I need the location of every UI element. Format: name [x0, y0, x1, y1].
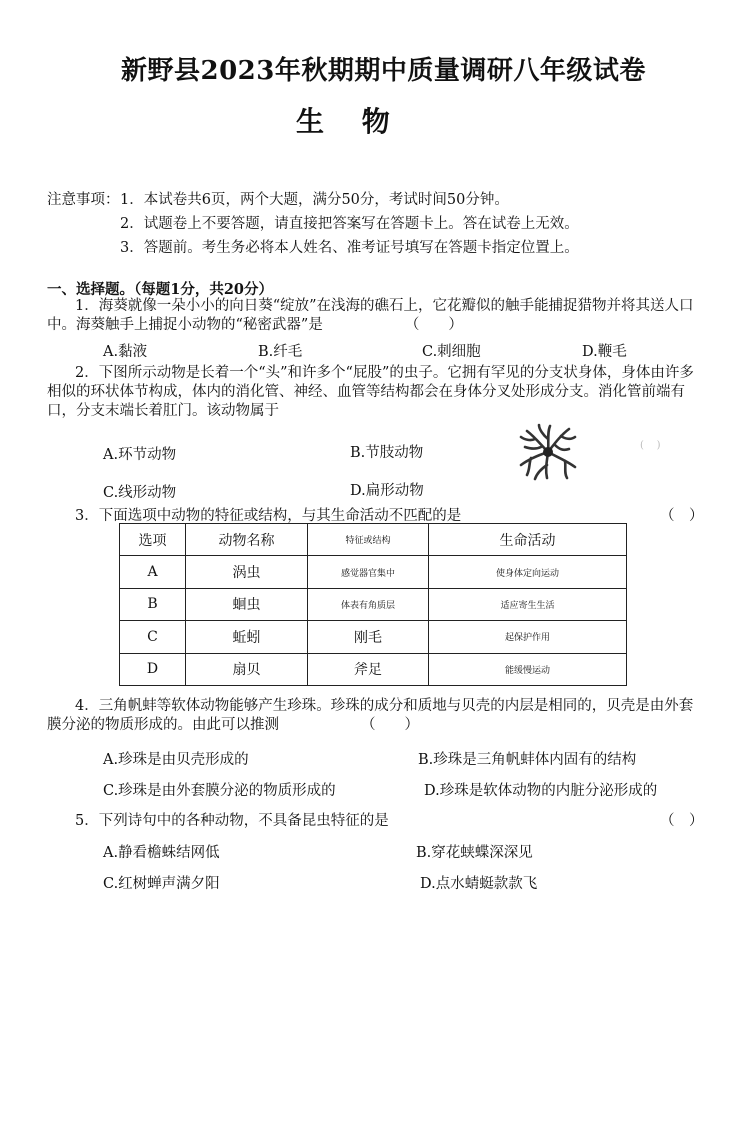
note-item-3: 3．答题前。考生务必将本人姓名、准考证号填写在答题卡指定位置上。 [120, 240, 579, 256]
subject-title: 生 物 [296, 105, 404, 138]
q4-bracket: （ ） [361, 717, 419, 733]
q4-option-d: D.珍珠是软体动物的内脏分泌形成的 [424, 783, 658, 799]
table-cell: 能缓慢运动 [429, 653, 627, 685]
q2-option-b: B.节肢动物 [350, 445, 424, 461]
table-cell: 感觉器官集中 [308, 556, 429, 588]
table-cell: 体表有角质层 [308, 588, 429, 620]
table-row [120, 621, 627, 653]
table-header-cell: 特征或结构 [308, 524, 429, 556]
q1-stem [47, 297, 697, 335]
table-cell: 斧足 [308, 653, 429, 685]
q4-option-a: A.珍珠是由贝壳形成的 [103, 752, 249, 768]
table-header-cell: 选项 [120, 524, 186, 556]
q2-option-d: D.扁形动物 [350, 483, 424, 499]
q1-bracket: （ ） [404, 317, 463, 333]
table-row [120, 588, 627, 620]
table-cell: 扇贝 [186, 653, 308, 685]
q2-option-a: A.环节动物 [103, 447, 177, 463]
q3-bracket: （ ） [660, 508, 704, 524]
table-cell: B [120, 588, 186, 620]
exam-title: 新野县2023年秋期期中质量调研八年级试卷 [121, 56, 646, 86]
table-header-cell: 生命活动 [429, 524, 627, 556]
q5-option-a: A.静看檐蛛结网低 [103, 845, 220, 861]
notes-label: 注意事项： [47, 192, 120, 208]
table-cell: 刚毛 [308, 621, 429, 653]
q1-option-a: A.黏液 [103, 344, 148, 360]
table-row [120, 556, 627, 588]
table-header-cell: 动物名称 [186, 524, 308, 556]
table-cell: 涡虫 [186, 556, 308, 588]
q3-table [119, 523, 627, 686]
table-cell: 适应寄生生活 [429, 588, 627, 620]
q1-option-d: D.鞭毛 [582, 344, 627, 360]
q2-stem: 2．下图所示动物是长着一个“头”和许多个“屁股”的虫子。它拥有罕见的分支状身体，身体由许多相似的环状体节构成，体内的消化管、神经、血管等结构都会在身体分叉处形成分支。消化管前端有口，分支末端长着肛门。该动物属于 [47, 365, 694, 419]
q2-option-c: C.线形动物 [103, 485, 177, 501]
table-cell: 起保护作用 [429, 621, 627, 653]
q1-option-b: B.纤毛 [258, 344, 303, 360]
q5-bracket: （ ） [660, 813, 704, 829]
q4-stem [47, 697, 697, 735]
q3-stem: 3．下面选项中动物的特征或结构，与其生命活动不匹配的是 [75, 508, 462, 524]
table-row [120, 653, 627, 685]
q4-option-c: C.珍珠是由外套膜分泌的物质形成的 [103, 783, 336, 799]
table-header-row [120, 524, 627, 556]
table-cell: C [120, 621, 186, 653]
branching-worm-image [517, 423, 579, 481]
table-cell: A [120, 556, 186, 588]
q5-option-b: B.穿花蛱蝶深深见 [416, 845, 533, 861]
table-cell: D [120, 653, 186, 685]
note-item-1: 1．本试卷共6页，两个大题，满分50分，考试时间50分钟。 [120, 192, 509, 208]
q5-option-c: C.红树蝉声满夕阳 [103, 876, 220, 892]
q4-option-b: B.珍珠是三角帆蚌体内固有的结构 [418, 752, 637, 768]
q1-stem-text: 1．海葵就像一朵小小的向日葵“绽放”在浅海的礁石上，它花瓣似的触手能捕捉猎物并将其送人口中。海葵触手上捕捉小动物的“秘密武器”是 [47, 298, 694, 333]
q5-option-d: D.点水蜻蜓款款飞 [420, 876, 538, 892]
q1-option-c: C.刺细胞 [422, 344, 481, 360]
section-heading: 一、选择题。（每题1分，共20分） [47, 281, 274, 298]
q5-stem: 5．下列诗句中的各种动物，不具备昆虫特征的是 [75, 813, 389, 829]
q4-stem-text: 4．三角帆蚌等软体动物能够产生珍珠。珍珠的成分和质地与贝壳的内层是相同的，贝壳是由外套膜分泌的物质形成的。由此可以推测 [47, 698, 694, 733]
table-cell: 蛔虫 [186, 588, 308, 620]
table-cell: 使身体定向运动 [429, 556, 627, 588]
faint-mark: ( ) [640, 440, 661, 451]
table-cell: 蚯蚓 [186, 621, 308, 653]
note-item-2: 2．试题卷上不要答题，请直接把答案写在答题卡上。答在试卷上无效。 [120, 216, 579, 232]
